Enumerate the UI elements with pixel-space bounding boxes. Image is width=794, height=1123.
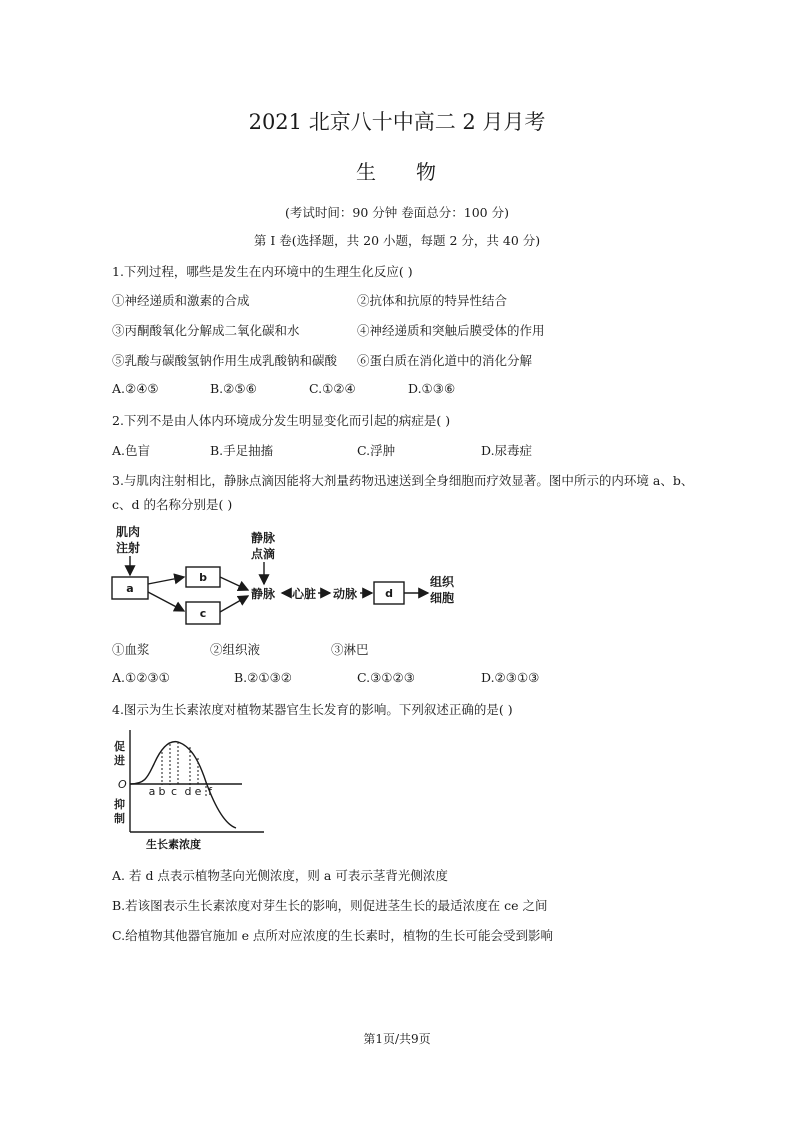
q2-option-d: D.尿毒症 (481, 443, 533, 458)
circulation-diagram (108, 522, 468, 632)
origin-label: O (118, 778, 127, 791)
q1-item: ③丙酮酸氧化分解成二氧化碳和水 (112, 323, 300, 338)
y-label-promote-1: 促 (114, 740, 125, 753)
label-muscle-2: 注射 (116, 541, 141, 555)
q4-option-b: B.若该图表示生长素浓度对芽生长的影响，则促进茎生长的最适浓度在 ce 之间 (112, 898, 548, 913)
label-artery: 动脉 (333, 587, 358, 601)
point-f: f (208, 785, 212, 798)
subject-title: 生物 (356, 160, 476, 184)
label-tissue-1: 组织 (430, 575, 455, 589)
point-d: d (184, 785, 192, 798)
q3-stem-line1: 3.与肌肉注射相比，静脉点滴因能将大剂量药物迅速送到全身细胞而疗效显著。图中所示的内环境 a、b、 (112, 473, 694, 488)
label-iv-2: 点滴 (251, 547, 276, 561)
response-curve (130, 742, 236, 828)
q3-stem-line2: c、d 的名称分别是( ) (112, 497, 233, 512)
q4-stem: 4.图示为生长素浓度对植物某器官生长发育的影响。下列叙述正确的是( ) (112, 702, 513, 717)
q1-item: ①神经递质和激素的合成 (112, 293, 250, 308)
box-d-label: d (385, 587, 393, 600)
label-tissue-2: 细胞 (430, 591, 455, 605)
q2-option-a: A.色盲 (112, 443, 151, 458)
q3-option-c: C.③①②③ (357, 670, 415, 685)
q1-stem: 1.下列过程，哪些是发生在内环境中的生理生化反应( ) (112, 264, 413, 279)
page-number: 第1页/共9页 (363, 1032, 431, 1046)
page-title: 2021 北京八十中高二 2 月月考 (248, 110, 546, 134)
q1-item: ②抗体和抗原的特异性结合 (357, 293, 508, 308)
q1-option-c: C.①②④ (309, 381, 356, 396)
q3-option-a: A.①②③① (112, 670, 170, 685)
y-label-inhibit-2: 制 (114, 812, 125, 825)
q3-option-b: B.②①③② (234, 670, 292, 685)
label-iv-1: 静脉 (251, 531, 276, 545)
box-c-label: c (199, 607, 207, 620)
y-label-promote-2: 进 (114, 754, 125, 767)
exam-info: (考试时间：90 分钟 卷面总分：100 分) (285, 205, 509, 220)
section-heading: 第 I 卷(选择题，共 20 小题，每题 2 分，共 40 分) (253, 233, 541, 248)
box-b-label: b (199, 571, 207, 584)
q4-option-c: C.给植物其他器官施加 e 点所对应浓度的生长素时，植物的生长可能会受到影响 (112, 928, 553, 943)
auxin-graph (108, 728, 268, 852)
label-heart: 心脏 (292, 587, 317, 601)
q2-stem: 2.下列不是由人体内环境成分发生明显变化而引起的病症是( ) (112, 413, 451, 428)
q1-item: ⑤乳酸与碳酸氢钠作用生成乳酸钠和碳酸 (112, 353, 338, 368)
q1-option-d: D.①③⑥ (408, 381, 456, 396)
x-label: 生长素浓度 (146, 838, 201, 851)
q1-item: ④神经递质和突触后膜受体的作用 (357, 323, 545, 338)
q3-option-d: D.②③①③ (481, 670, 540, 685)
point-c: c (170, 785, 178, 798)
y-label-inhibit-1: 抑 (114, 798, 125, 811)
q1-item: ⑥蛋白质在消化道中的消化分解 (357, 353, 533, 368)
box-a-label: a (126, 582, 134, 595)
point-b: b (158, 785, 166, 798)
q2-option-b: B.手足抽搐 (210, 443, 274, 458)
q2-option-c: C.浮肿 (357, 443, 396, 458)
q1-option-a: A.②④⑤ (112, 381, 159, 396)
q4-option-a: A. 若 d 点表示植物茎向光侧浓度，则 a 可表示茎背光侧浓度 (112, 868, 448, 883)
q3-item: ②组织液 (210, 642, 261, 657)
point-e: e (194, 785, 202, 798)
label-vein: 静脉 (251, 587, 276, 601)
q3-item: ①血浆 (112, 642, 150, 657)
q1-option-b: B.②⑤⑥ (210, 381, 257, 396)
q3-item: ③淋巴 (331, 642, 369, 657)
point-a: a (148, 785, 156, 798)
label-muscle-1: 肌肉 (116, 525, 141, 539)
